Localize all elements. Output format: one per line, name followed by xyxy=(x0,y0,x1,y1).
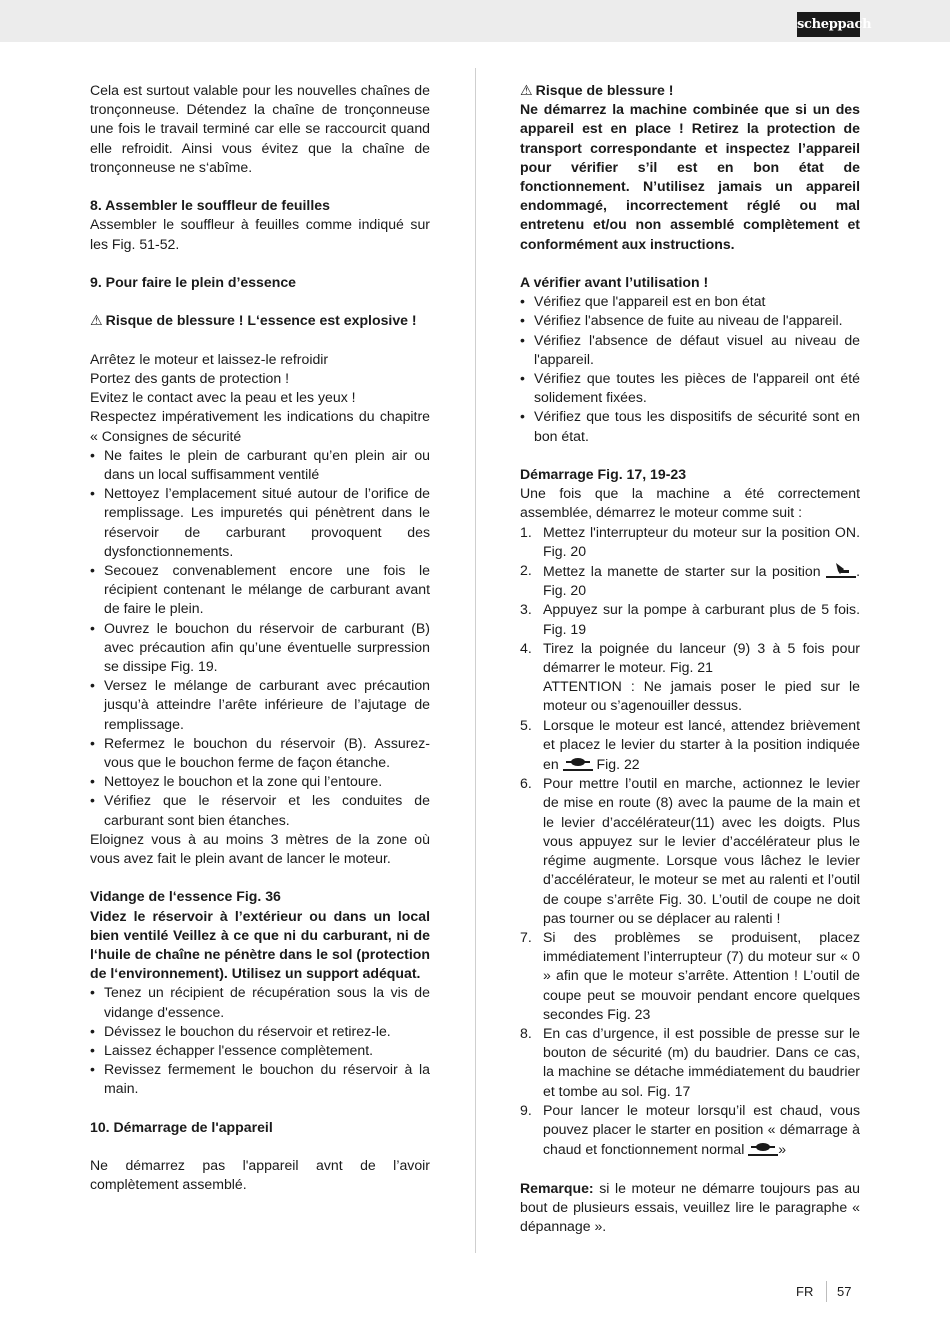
list-item: • Refermez le bouchon du réservoir (B). Assurez-vous que le bouchon ferme de façon étanche. xyxy=(90,734,430,772)
step-text: » xyxy=(778,1141,787,1158)
injury-warning-title-text: Risque de blessure ! xyxy=(535,82,674,98)
check-bullet-list xyxy=(520,292,860,446)
step-number: 6. xyxy=(520,775,532,792)
list-item: • Secouez convenablement encore une fois le récipient contenant le mélange de carburant avant de faire le plein. xyxy=(90,561,430,619)
list-item: • Laissez échapper l'essence complètement. xyxy=(90,1041,430,1060)
section-10-text: Ne démarrez pas l'appareil avnt de l’avoir complètement assemblé. xyxy=(90,1157,430,1193)
step-item xyxy=(520,639,860,716)
choke-closed-icon xyxy=(826,561,856,578)
list-item: • Vérifiez que toutes les pièces de l'appareil ont été solidement fixées. xyxy=(520,369,860,407)
choke-open-icon xyxy=(563,754,593,771)
list-item: • Vérifiez l'absence de défaut visuel au niveau de l'appareil. xyxy=(520,331,860,369)
fuel-bullet-list xyxy=(90,446,430,830)
injury-warning-title xyxy=(520,81,860,100)
step-item xyxy=(520,774,860,928)
list-item: • Ouvrez le bouchon du réservoir de carburant (B) avec précaution afin qu’une éventuelle surpression se dissipe Fig. 19. xyxy=(90,619,430,677)
step-item xyxy=(520,600,860,638)
header-bar xyxy=(0,0,950,42)
step-text: Pour mettre l’outil en marche, actionnez le levier de mise en route (8) avec la paume de la main et le levier d’accélérateur(11) avec les doigts. Plus vous appuyez sur le levier d’accélérateur plus le régime augmente. Lorsque vous lâchez le levier d’accélérateur, le moteur se met au ralenti et l’outil de coupe s’arrête Fig. 30. L’outil de coupe ne doit pas tourner ou se déplacer au ralenti ! xyxy=(543,775,860,926)
start-intro: Une fois que la machine a été correctement assemblée, démarrez le moteur comme suit : xyxy=(520,485,860,521)
step-text: Mettez la manette de starter sur la position xyxy=(543,563,821,580)
remark-label: Remarque: xyxy=(520,1179,594,1196)
brand-logo: scheppach xyxy=(797,12,860,37)
list-item: • Revissez fermement le bouchon du réservoir à la main. xyxy=(90,1060,430,1098)
step-text: Si des problèmes se produisent, placez immédiatement l’interrupteur (7) du moteur sur « 0 » afin que le moteur s’arrête. Attention ! L’outil de coupe peut se mouvoir pendant encore quelques secondes Fig. 23 xyxy=(543,928,860,1022)
footer-separator xyxy=(826,1281,827,1302)
column-divider xyxy=(475,68,476,1253)
list-item: • Nettoyez l’emplacement situé autour de l’orifice de remplissage. Les impuretés qui pénètrent dans le réservoir de carburant provoquent des dysfonctionnements. xyxy=(90,484,430,561)
fuel-line: Evitez le contact avec la peau et les yeux ! xyxy=(90,389,356,406)
warning-triangle-icon: ⚠ xyxy=(520,82,533,98)
section-9-title: 9. Pour faire le plein d’essence xyxy=(90,274,297,290)
section-9-warning-text: Risque de blessure ! L‘essence est explosive ! xyxy=(105,312,417,329)
remark-text: si le moteur ne démarre toujours pas au bout de plusieurs essais, veuillez lire le paragraphe « dépannage ». xyxy=(520,1179,860,1234)
list-item: • Vérifiez que le réservoir et les conduites de carburant sont bien étanches. xyxy=(90,791,430,829)
step-number: 9. xyxy=(520,1101,532,1118)
left-column xyxy=(90,81,430,1195)
section-10-title: 10. Démarrage de l'appareil xyxy=(90,1118,273,1135)
check-title: A vérifier avant l’utilisation ! xyxy=(520,274,709,291)
step-item xyxy=(520,716,860,775)
section-8-text: Assembler le souffleur à feuilles comme indiqué sur les Fig. 51-52. xyxy=(90,216,430,252)
step-number: 7. xyxy=(520,928,532,945)
list-item: • Vérifiez l'absence de fuite au niveau de l'appareil. xyxy=(520,311,860,330)
fuel-outro: Eloignez vous à au moins 3 mètres de la zone où vous avez fait le plein avant de lancer le moteur. xyxy=(90,830,430,867)
step-number: 1. xyxy=(520,523,532,540)
list-item: • Tenez un récipient de récupération sous la vis de vidange d'essence. xyxy=(90,983,430,1021)
step-number: 8. xyxy=(520,1024,532,1041)
list-item: • Vérifiez que l'appareil est en bon état xyxy=(520,292,860,311)
fuel-line: Respectez impérativement les indications du chapitre « Consignes de sécurité xyxy=(90,408,430,444)
step-text: Fig. 20 xyxy=(543,582,587,599)
step-text: Mettez l'interrupteur du moteur sur la position ON. Fig. 20 xyxy=(543,523,860,559)
intro-paragraph: Cela est surtout valable pour les nouvelles chaînes de tronçonneuse. Détendez la chaîne de tronçonneuse une fois le travail terminé car elle se raccourcit quand elle refroidit. Ainsi vous évitez que la chaîne de tronçonneuse ne s‘abîme. xyxy=(90,82,430,175)
list-item: • Dévissez le bouchon du réservoir et retirez-le. xyxy=(90,1022,430,1041)
step-text: Tirez la poignée du lanceur (9) 3 à 5 fois pour démarrer le moteur. Fig. 21 xyxy=(543,639,860,676)
footer-language: FR xyxy=(796,1284,814,1299)
list-item: • Ne faites le plein de carburant qu’en plein air ou dans un local suffisamment ventilé xyxy=(90,446,430,484)
start-steps xyxy=(520,523,860,1160)
step-text: En cas d’urgence, il est possible de presse sur le bouton de sécurité (m) du baudrier. Dans ce cas, la machine se détache immédiatement du baudrier et tombe au sol. Fig. 17 xyxy=(543,1024,860,1099)
step-attention: ATTENTION : Ne jamais poser le pied sur le moteur ou s’agenouiller dessus. xyxy=(543,678,860,714)
step-item xyxy=(520,561,860,600)
remark-paragraph xyxy=(520,1179,860,1237)
page-number: 57 xyxy=(837,1284,852,1299)
choke-open-icon xyxy=(748,1139,778,1156)
start-title: Démarrage Fig. 17, 19-23 xyxy=(520,466,687,483)
step-item xyxy=(520,523,860,561)
section-9-warning xyxy=(90,311,430,330)
step-item xyxy=(520,928,860,1024)
step-text: . xyxy=(856,563,861,580)
step-number: 3. xyxy=(520,601,532,618)
step-number: 2. xyxy=(520,562,532,579)
step-text: Appuyez sur la pompe à carburant plus de 5 fois. Fig. 19 xyxy=(543,601,860,637)
list-item: • Vérifiez que tous les dispositifs de sécurité sont en bon état. xyxy=(520,407,860,445)
step-item xyxy=(520,1024,860,1101)
section-8-title: 8. Assembler le souffleur de feuilles xyxy=(90,197,330,214)
drain-warning: Videz le réservoir à l’extérieur ou dans un local bien ventilé Veillez à ce que ni du carburant, ni de l‘huile de chaîne ne pénètre dans le sol (protection de l‘environnement). Utilisez un support adéquat. xyxy=(90,907,430,982)
fuel-line: Portez des gants de protection ! xyxy=(90,369,289,386)
list-item: • Nettoyez le bouchon et la zone qui l’entoure. xyxy=(90,772,430,791)
drain-title: Vidange de l‘essence Fig. 36 xyxy=(90,888,281,905)
step-number: 4. xyxy=(520,639,532,656)
list-item: • Versez le mélange de carburant avec précaution jusqu’à atteindre l’arête inférieure de l’ajutage de remplissage. xyxy=(90,676,430,734)
step-text: Lorsque le moteur est lancé, attendez brièvement et placez le levier du starter à la position indiquée en xyxy=(543,716,860,773)
right-column xyxy=(520,81,860,1236)
step-text: Pour lancer le moteur lorsqu’il est chaud, vous pouvez placer le starter en position « démarrage à chaud et fonctionnement normal xyxy=(543,1101,860,1158)
step-item xyxy=(520,1101,860,1160)
drain-bullet-list xyxy=(90,983,430,1098)
step-number: 5. xyxy=(520,716,532,733)
injury-warning-text: Ne démarrez la machine combinée que si un des appareil est en place ! Retirez la protection de transport correspondante et inspectez l’appareil pour vérifier s’il est en bon état de fonctionnement. N’utilisez jamais un appareil endommagé, incorrectement réglé ou mal entretenu et/ou non assemblé complètement et conformément aux instructions. xyxy=(520,101,860,252)
warning-triangle-icon: ⚠ xyxy=(90,312,103,329)
step-text: Fig. 22 xyxy=(596,756,640,773)
fuel-line: Arrêtez le moteur et laissez-le refroidir xyxy=(90,350,329,367)
